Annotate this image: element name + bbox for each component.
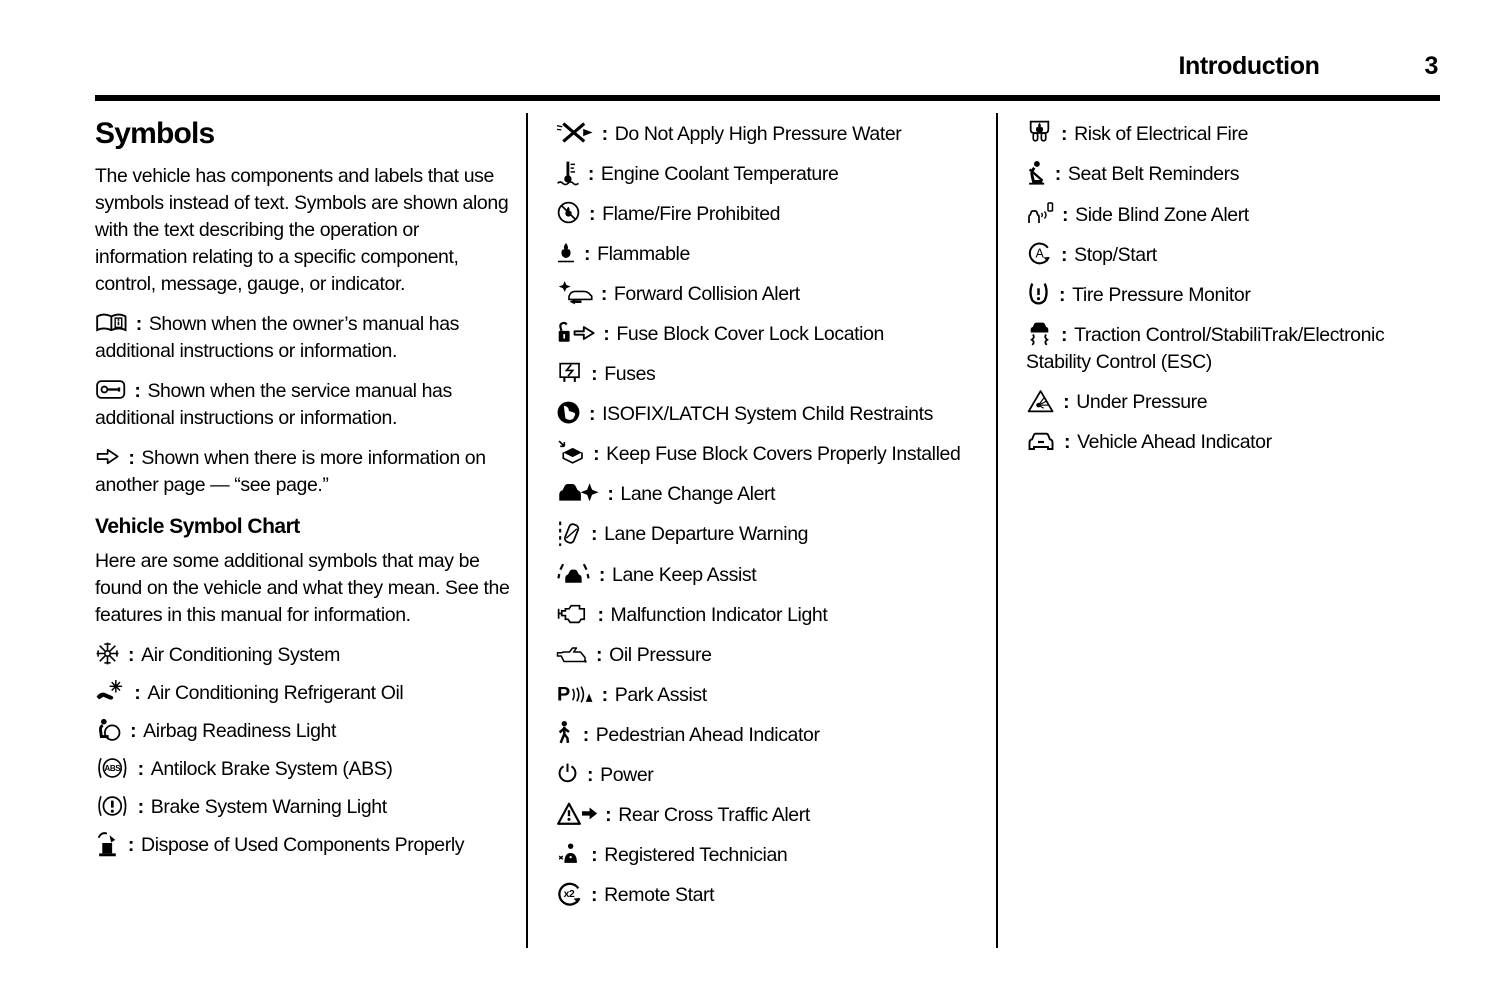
dispose-icon bbox=[95, 830, 120, 857]
symbol-label: ISOFIX/LATCH System Child Restraints bbox=[602, 403, 934, 425]
separator: : bbox=[134, 682, 141, 704]
separator: : bbox=[1061, 324, 1068, 347]
owners-manual-icon bbox=[95, 311, 128, 335]
note-text: Shown when the service manual has additional instructions or information. bbox=[95, 380, 452, 429]
symbol-item bbox=[556, 882, 984, 909]
symbol-item bbox=[95, 642, 512, 669]
symbol-item bbox=[1026, 389, 1440, 416]
separator: : bbox=[1062, 203, 1069, 226]
separator: : bbox=[1061, 123, 1068, 145]
note-owners-manual bbox=[95, 311, 512, 365]
air-conditioning-icon bbox=[95, 641, 120, 666]
column-right bbox=[998, 113, 1440, 948]
separator: : bbox=[591, 884, 598, 907]
symbol-item bbox=[1026, 429, 1440, 456]
see-page-arrow-icon bbox=[95, 447, 120, 466]
svg-text:A: A bbox=[1035, 246, 1044, 261]
symbol-item bbox=[556, 361, 984, 388]
flame-prohibited-icon bbox=[556, 200, 581, 225]
symbol-item bbox=[556, 241, 984, 268]
note-text: Shown when there is more information on another page — “see page.” bbox=[95, 447, 486, 496]
symbol-label: Side Blind Zone Alert bbox=[1075, 203, 1249, 226]
note-see-page bbox=[95, 445, 512, 499]
symbol-label: Risk of Electrical Fire bbox=[1074, 123, 1249, 145]
svg-text:ABS: ABS bbox=[104, 763, 121, 773]
symbol-label: Power bbox=[600, 764, 654, 787]
symbol-item bbox=[1026, 161, 1440, 188]
pedestrian-ahead-icon bbox=[556, 720, 575, 747]
separator: : bbox=[589, 403, 596, 425]
abs-icon bbox=[95, 755, 130, 781]
column-middle bbox=[528, 113, 998, 948]
symbol-item bbox=[556, 121, 984, 148]
symbol-label: Brake System Warning Light bbox=[150, 796, 387, 818]
refrigerant-oil-icon bbox=[95, 679, 126, 704]
symbol-label: Air Conditioning System bbox=[141, 644, 340, 666]
park-assist-icon bbox=[556, 682, 594, 705]
separator: : bbox=[584, 243, 591, 265]
flammable-icon bbox=[556, 241, 576, 265]
header-rule bbox=[95, 95, 1440, 101]
separator: : bbox=[603, 323, 610, 345]
symbol-label: Air Conditioning Refrigerant Oil bbox=[147, 682, 404, 704]
symbol-item bbox=[556, 562, 984, 589]
separator: : bbox=[591, 363, 598, 385]
note-text: Shown when the owner’s manual has additional instructions or information. bbox=[95, 313, 460, 362]
svg-text:x2: x2 bbox=[563, 889, 575, 901]
airbag-readiness-icon bbox=[95, 717, 122, 742]
symbol-item bbox=[556, 842, 984, 869]
separator: : bbox=[593, 443, 600, 465]
symbol-item bbox=[95, 718, 512, 745]
symbol-label: Park Assist bbox=[614, 683, 707, 706]
separator: : bbox=[127, 834, 135, 856]
separator: : bbox=[135, 313, 142, 335]
symbol-label: Under Pressure bbox=[1076, 391, 1208, 414]
symbol-label: Fuses bbox=[604, 363, 656, 385]
symbol-item bbox=[95, 832, 512, 859]
separator: : bbox=[1054, 163, 1061, 186]
separator: : bbox=[591, 523, 598, 546]
separator: : bbox=[596, 643, 603, 666]
separator: : bbox=[1064, 431, 1071, 454]
svg-text:P: P bbox=[557, 683, 570, 706]
section-heading: Symbols bbox=[95, 117, 215, 150]
rear-cross-traffic-icon bbox=[556, 801, 597, 827]
symbol-item bbox=[556, 722, 984, 749]
content-columns bbox=[95, 113, 1440, 948]
malfunction-indicator-icon bbox=[556, 602, 589, 625]
under-pressure-icon bbox=[1026, 389, 1055, 414]
separator: : bbox=[587, 163, 594, 185]
keep-fuse-covers-icon bbox=[556, 439, 585, 466]
symbol-label: Fuse Block Cover Lock Location bbox=[616, 323, 884, 345]
brake-warning-icon bbox=[95, 793, 130, 819]
separator: : bbox=[601, 683, 608, 706]
symbol-label: Antilock Brake System (ABS) bbox=[150, 758, 393, 780]
tire-pressure-icon bbox=[1026, 281, 1051, 306]
note-service-manual bbox=[95, 378, 512, 432]
page-header bbox=[0, 0, 1500, 81]
separator: : bbox=[582, 723, 589, 746]
separator: : bbox=[597, 603, 604, 626]
engine-coolant-temp-icon bbox=[556, 160, 580, 186]
symbol-item bbox=[1026, 121, 1440, 148]
symbol-label: Lane Departure Warning bbox=[604, 523, 809, 546]
symbol-label: Forward Collision Alert bbox=[613, 283, 800, 305]
fuse-block-lock-icon bbox=[556, 321, 595, 345]
symbol-label: Lane Keep Assist bbox=[612, 563, 757, 586]
service-manual-icon bbox=[95, 378, 126, 401]
symbol-item bbox=[95, 756, 512, 783]
stop-start-icon bbox=[1026, 240, 1053, 267]
symbol-item bbox=[1026, 242, 1440, 269]
oil-pressure-icon bbox=[556, 643, 588, 665]
symbol-item bbox=[95, 794, 512, 821]
symbol-item bbox=[556, 481, 984, 508]
seat-belt-reminder-icon bbox=[1026, 160, 1047, 187]
separator: : bbox=[1059, 284, 1066, 307]
separator: : bbox=[587, 764, 594, 787]
symbol-item bbox=[556, 161, 984, 188]
separator: : bbox=[134, 380, 141, 402]
lane-keep-assist-icon bbox=[556, 562, 591, 586]
chart-intro: Here are some additional symbols that may be found on the vehicle and what they mean. See the features in this manual for information. bbox=[95, 550, 510, 626]
symbol-label: Oil Pressure bbox=[609, 643, 712, 666]
traction-control-icon bbox=[1026, 320, 1053, 347]
symbol-item bbox=[556, 642, 984, 669]
symbol-item bbox=[556, 762, 984, 789]
symbol-item bbox=[556, 802, 984, 829]
symbol-label: Registered Technician bbox=[604, 844, 788, 867]
separator: : bbox=[128, 644, 135, 666]
symbol-label: Tire Pressure Monitor bbox=[1072, 284, 1251, 307]
separator: : bbox=[128, 447, 135, 469]
symbol-label: Rear Cross Traffic Alert bbox=[618, 804, 810, 827]
symbol-label: Remote Start bbox=[604, 884, 715, 907]
separator: : bbox=[601, 123, 608, 145]
symbol-item bbox=[556, 521, 984, 548]
separator: : bbox=[137, 758, 144, 780]
symbol-item bbox=[556, 321, 984, 348]
symbol-item bbox=[1026, 282, 1440, 309]
symbol-item bbox=[556, 201, 984, 228]
symbol-label: Airbag Readiness Light bbox=[143, 720, 336, 742]
separator: : bbox=[591, 844, 598, 867]
separator: : bbox=[1063, 391, 1070, 414]
symbol-label: Keep Fuse Block Covers Properly Installed bbox=[606, 443, 961, 465]
power-icon bbox=[556, 762, 579, 785]
forward-collision-alert-icon bbox=[556, 280, 593, 306]
symbol-item bbox=[556, 281, 984, 308]
symbol-label: Stop/Start bbox=[1074, 243, 1157, 266]
no-high-pressure-water-icon bbox=[556, 121, 594, 144]
header-title: Introduction bbox=[1178, 52, 1320, 80]
symbol-item bbox=[556, 441, 984, 468]
symbol-label: Pedestrian Ahead Indicator bbox=[595, 723, 820, 746]
separator: : bbox=[589, 203, 596, 225]
symbol-item bbox=[95, 680, 512, 707]
column-left bbox=[95, 113, 528, 948]
isofix-latch-icon bbox=[556, 400, 581, 425]
separator: : bbox=[607, 483, 614, 506]
electrical-fire-risk-icon bbox=[1026, 119, 1053, 146]
lane-change-alert-icon bbox=[556, 480, 599, 506]
side-blind-zone-icon bbox=[1026, 201, 1054, 227]
separator: : bbox=[600, 283, 607, 305]
symbol-label: Flame/Fire Prohibited bbox=[602, 203, 781, 225]
symbol-item bbox=[1026, 202, 1440, 229]
symbol-label: Vehicle Ahead Indicator bbox=[1077, 431, 1272, 454]
symbol-label: Do Not Apply High Pressure Water bbox=[614, 123, 902, 145]
intro-paragraph: The vehicle has components and labels that use symbols instead of text. Symbols are shown along with the text describing the operation or information relating to a specific component, control, message, gauge, or indicator. bbox=[95, 165, 509, 295]
separator: : bbox=[598, 563, 605, 586]
symbol-label: Dispose of Used Components Properly bbox=[141, 834, 465, 856]
symbol-label: Engine Coolant Temperature bbox=[600, 163, 839, 185]
symbol-label: Lane Change Alert bbox=[620, 483, 776, 506]
symbol-label: Traction Control/StabiliTrak/Electronic Stability Control (ESC) bbox=[1026, 324, 1385, 374]
separator: : bbox=[130, 720, 137, 742]
vehicle-ahead-icon bbox=[1026, 429, 1056, 453]
chart-heading: Vehicle Symbol Chart bbox=[95, 515, 300, 538]
separator: : bbox=[605, 804, 612, 827]
symbol-label: Seat Belt Reminders bbox=[1067, 163, 1240, 186]
symbol-item bbox=[556, 401, 984, 428]
separator: : bbox=[1061, 243, 1068, 266]
page-number: 3 bbox=[1424, 52, 1438, 80]
symbol-item bbox=[556, 682, 984, 709]
separator: : bbox=[137, 796, 144, 818]
registered-technician-icon bbox=[556, 842, 583, 865]
remote-start-icon bbox=[556, 880, 583, 907]
symbol-item bbox=[1026, 322, 1440, 376]
symbol-label: Malfunction Indicator Light bbox=[610, 603, 828, 626]
lane-departure-warning-icon bbox=[556, 520, 583, 547]
fuses-icon bbox=[556, 361, 583, 384]
symbol-item bbox=[556, 602, 984, 629]
symbol-label: Flammable bbox=[597, 243, 690, 265]
